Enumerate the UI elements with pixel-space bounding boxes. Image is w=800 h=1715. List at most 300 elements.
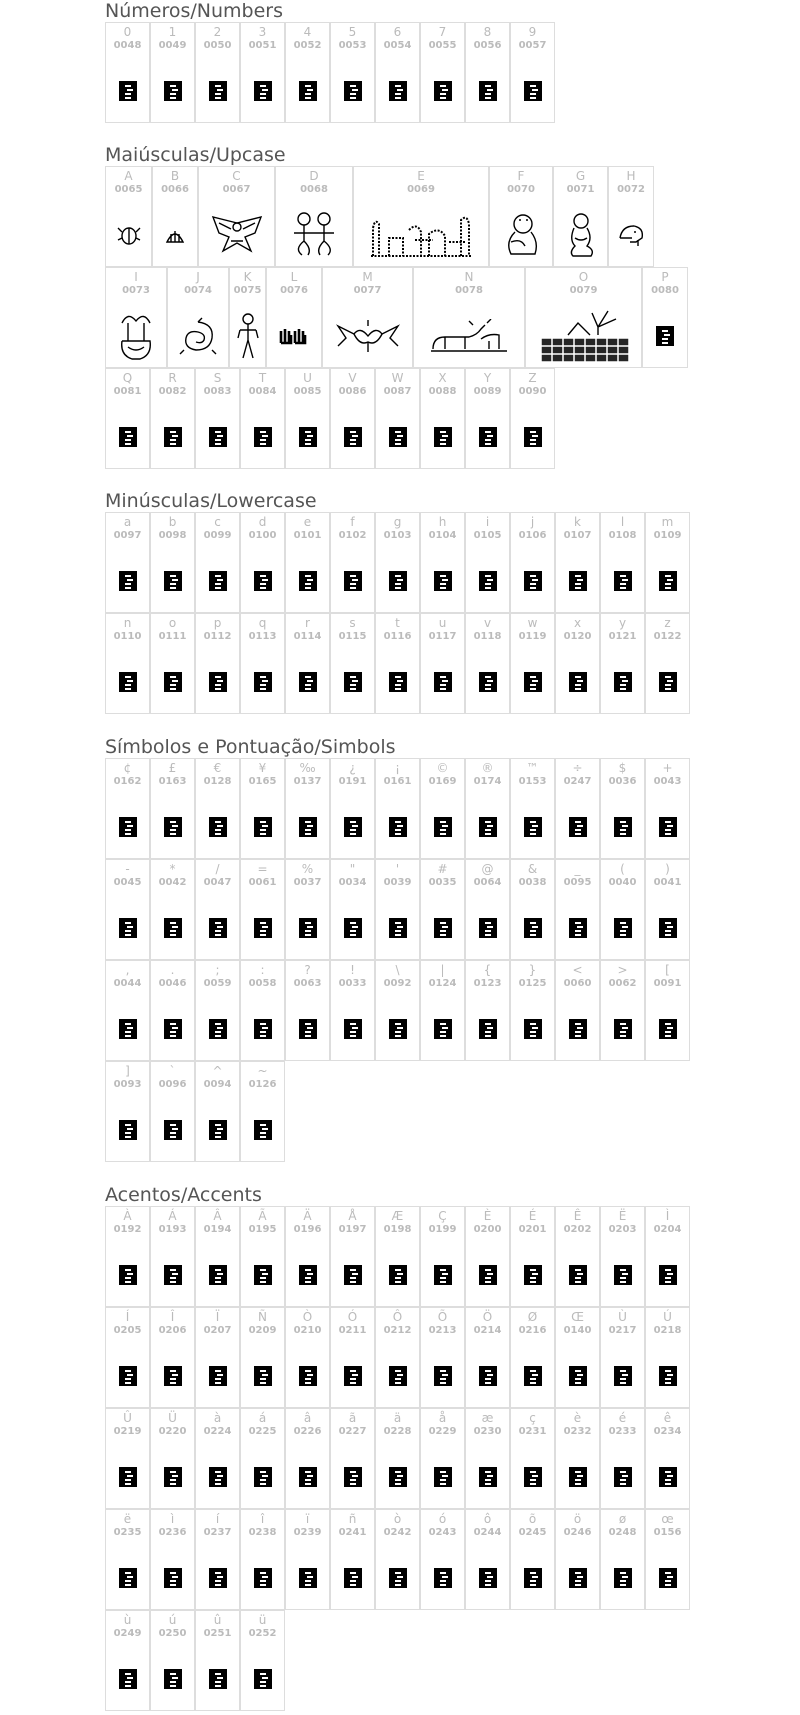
glyph-char-label: Ç (438, 1209, 447, 1223)
glyph-code-label: 0079 (569, 285, 598, 296)
glyph-cell (330, 1509, 375, 1610)
glyph-cell (413, 267, 525, 368)
missing-glyph-icon (421, 654, 464, 709)
glyph-char-label: 1 (168, 25, 177, 39)
glyph-char-label: í (215, 1512, 220, 1526)
glyph-cell (330, 1206, 375, 1307)
glyph-char-label: Ö (482, 1310, 493, 1324)
glyph-char-label: Ô (392, 1310, 403, 1324)
glyph-cell (105, 1408, 150, 1509)
missing-glyph-icon (241, 799, 284, 854)
small-bug-glyph (153, 207, 197, 262)
glyph-code-label: 0074 (184, 285, 212, 296)
glyph-code-label: 0244 (473, 1527, 502, 1538)
glyph-code-label: 0059 (203, 978, 232, 989)
glyph-char-label: ™ (526, 761, 539, 775)
glyph-cell (195, 758, 240, 859)
glyph-code-label: 0124 (428, 978, 457, 989)
missing-glyph-icon (511, 409, 554, 464)
missing-glyph-icon (421, 553, 464, 608)
missing-glyph-icon (421, 1247, 464, 1302)
glyph-code-label: 0242 (383, 1527, 412, 1538)
glyph-cell (645, 1206, 690, 1307)
glyph-cell (645, 1509, 690, 1610)
missing-glyph-icon (511, 63, 554, 118)
glyph-code-label: 0248 (608, 1527, 637, 1538)
glyph-code-label: 0197 (338, 1224, 367, 1235)
glyph-char-label: M (362, 270, 373, 284)
glyph-code-label: 0233 (608, 1426, 637, 1437)
glyph-char-label: ~ (257, 1064, 268, 1078)
glyph-char-label: ¢ (123, 761, 132, 775)
glyph-cell (510, 758, 555, 859)
glyph-cell (510, 960, 555, 1061)
glyph-char-label: Ò (302, 1310, 313, 1324)
glyph-row (105, 960, 795, 1061)
glyph-char-label: e (303, 515, 312, 529)
glyph-code-label: 0161 (383, 776, 412, 787)
glyph-code-label: 0204 (653, 1224, 682, 1235)
glyph-char-label: Ù (618, 1310, 627, 1324)
glyph-code-label: 0194 (203, 1224, 232, 1235)
glyph-cell (420, 859, 465, 960)
glyph-code-label: 0062 (608, 978, 637, 989)
missing-glyph-icon (106, 900, 149, 955)
glyph-code-label: 0036 (608, 776, 637, 787)
glyph-cell (510, 859, 555, 960)
glyph-char-label: À (123, 1209, 132, 1223)
missing-glyph-icon (646, 1348, 689, 1403)
glyph-cell (240, 1307, 285, 1408)
glyph-char-label: 7 (438, 25, 447, 39)
glyph-char-label: - (125, 862, 130, 876)
missing-glyph-icon (106, 1651, 149, 1706)
glyph-char-label: * (169, 862, 176, 876)
glyph-code-label: 0216 (518, 1325, 547, 1336)
glyph-code-label: 0165 (248, 776, 277, 787)
glyph-cell (150, 960, 195, 1061)
missing-glyph-icon (241, 900, 284, 955)
glyph-cell (420, 1307, 465, 1408)
missing-glyph-icon (331, 553, 374, 608)
glyph-cell (510, 1307, 555, 1408)
glyph-cell (150, 1061, 195, 1162)
missing-glyph-icon (601, 900, 644, 955)
glyph-cell (555, 512, 600, 613)
glyph-code-label: 0234 (653, 1426, 682, 1437)
glyph-char-label: ï (305, 1512, 310, 1526)
glyph-row (105, 1206, 795, 1307)
glyph-code-label: 0252 (248, 1628, 277, 1639)
glyph-cell (465, 1408, 510, 1509)
glyph-code-label: 0227 (338, 1426, 367, 1437)
glyph-code-label: 0115 (338, 631, 367, 642)
glyph-char-label: € (213, 761, 222, 775)
glyph-code-label: 0089 (473, 386, 502, 397)
glyph-code-label: 0050 (203, 40, 232, 51)
missing-glyph-icon (646, 553, 689, 608)
glyph-cell (375, 960, 420, 1061)
glyph-cell (465, 1509, 510, 1610)
glyph-cell (600, 859, 645, 960)
glyph-cell (555, 1206, 600, 1307)
glyph-code-label: 0078 (455, 285, 483, 296)
glyph-char-label: ÷ (572, 761, 583, 775)
missing-glyph-icon (511, 1348, 554, 1403)
glyph-cell (105, 368, 150, 469)
glyph-cell (465, 1307, 510, 1408)
missing-glyph-icon (331, 1348, 374, 1403)
missing-glyph-icon (466, 63, 509, 118)
charmap-section (105, 1184, 795, 1711)
section-title: Maiúsculas/Upcase (105, 144, 286, 166)
glyph-char-label: q (258, 616, 267, 630)
missing-glyph-icon (601, 553, 644, 608)
glyph-char-label: j (530, 515, 535, 529)
glyph-char-label: õ (528, 1512, 537, 1526)
glyph-char-label: ñ (348, 1512, 357, 1526)
glyph-char-label: + (662, 761, 673, 775)
glyph-char-label: a (123, 515, 132, 529)
glyph-code-label: 0096 (158, 1079, 187, 1090)
glyph-code-label: 0196 (293, 1224, 322, 1235)
glyph-char-label: z (664, 616, 671, 630)
missing-glyph-icon (601, 1001, 644, 1056)
glyph-char-label: ¿ (349, 761, 356, 775)
glyph-char-label: P (661, 270, 669, 284)
glyph-cell (465, 368, 510, 469)
missing-glyph-icon (466, 1550, 509, 1605)
charmap-section (105, 736, 795, 1162)
glyph-char-label: r (305, 616, 310, 630)
beetle-glyph (106, 207, 151, 262)
glyph-cell (489, 166, 553, 267)
glyph-code-label: 0104 (428, 530, 457, 541)
glyph-code-label: 0087 (383, 386, 412, 397)
glyph-cell (600, 1509, 645, 1610)
glyph-cell (195, 960, 240, 1061)
glyph-char-label: $ (618, 761, 627, 775)
missing-glyph-icon (421, 1001, 464, 1056)
glyph-code-label: 0107 (563, 530, 592, 541)
glyph-cell (330, 859, 375, 960)
glyph-cell (152, 166, 198, 267)
missing-glyph-icon (196, 1348, 239, 1403)
glyph-cell (105, 1307, 150, 1408)
glyph-char-label: É (528, 1209, 537, 1223)
glyph-char-label: C (232, 169, 241, 183)
glyph-cell (105, 1509, 150, 1610)
glyph-char-label: ë (123, 1512, 132, 1526)
glyph-code-label: 0060 (563, 978, 592, 989)
glyph-cell (240, 368, 285, 469)
glyph-cell (465, 1206, 510, 1307)
missing-glyph-icon (151, 63, 194, 118)
glyph-char-label: _ (574, 862, 581, 876)
glyph-cell (285, 758, 330, 859)
missing-glyph-icon (466, 799, 509, 854)
glyph-code-label: 0209 (248, 1325, 277, 1336)
glyph-code-label: 0243 (428, 1527, 457, 1538)
missing-glyph-icon (196, 1001, 239, 1056)
glyph-char-label: ` (169, 1064, 176, 1078)
glyph-code-label: 0140 (563, 1325, 592, 1336)
missing-glyph-icon (106, 1102, 149, 1157)
glyph-code-label: 0230 (473, 1426, 502, 1437)
glyph-cell (266, 267, 322, 368)
glyph-code-label: 0246 (563, 1527, 592, 1538)
glyph-code-label: 0088 (428, 386, 457, 397)
glyph-code-label: 0071 (566, 184, 595, 195)
glyph-cell (555, 1408, 600, 1509)
missing-glyph-icon (421, 799, 464, 854)
glyph-char-label: Ã (258, 1209, 267, 1223)
glyph-code-label: 0033 (338, 978, 367, 989)
glyph-char-label: Ë (618, 1209, 627, 1223)
glyph-cell (375, 758, 420, 859)
glyph-char-label: Ï (215, 1310, 220, 1324)
glyph-code-label: 0199 (428, 1224, 457, 1235)
missing-glyph-icon (376, 900, 419, 955)
missing-glyph-icon (376, 1550, 419, 1605)
missing-glyph-icon (376, 1001, 419, 1056)
glyph-code-label: 0106 (518, 530, 547, 541)
glyph-code-label: 0045 (113, 877, 142, 888)
glyph-row (105, 267, 795, 368)
missing-glyph-icon (286, 409, 329, 464)
glyph-code-label: 0069 (407, 184, 435, 195)
glyph-code-label: 0117 (428, 631, 457, 642)
glyph-char-label: S (213, 371, 222, 385)
glyph-cell (240, 1610, 285, 1711)
winged-creature-glyph (323, 308, 412, 363)
glyph-code-label: 0108 (608, 530, 637, 541)
glyph-code-label: 0249 (113, 1628, 142, 1639)
glyph-char-label: N (464, 270, 474, 284)
missing-glyph-icon (376, 1348, 419, 1403)
glyph-code-label: 0083 (203, 386, 232, 397)
missing-glyph-icon (331, 63, 374, 118)
missing-glyph-icon (511, 654, 554, 709)
glyph-char-label: L (290, 270, 298, 284)
glyph-code-label: 0057 (518, 40, 547, 51)
glyph-char-label: Ó (347, 1310, 358, 1324)
glyph-char-label: 6 (393, 25, 402, 39)
section-title: Números/Numbers (105, 0, 283, 22)
glyph-code-label: 0214 (473, 1325, 502, 1336)
glyph-code-label: 0118 (473, 631, 502, 642)
glyph-cell (510, 512, 555, 613)
missing-glyph-icon (286, 799, 329, 854)
glyph-char-label: } (528, 963, 537, 977)
glyph-cell (510, 1509, 555, 1610)
missing-glyph-icon (286, 1001, 329, 1056)
missing-glyph-icon (421, 900, 464, 955)
glyph-code-label: 0095 (563, 877, 592, 888)
missing-glyph-icon (511, 1449, 554, 1504)
glyph-code-label: 0090 (518, 386, 547, 397)
missing-glyph-icon (151, 1449, 194, 1504)
missing-glyph-icon (331, 1550, 374, 1605)
glyph-char-label: J (196, 270, 200, 284)
glyph-cell (240, 512, 285, 613)
glyph-code-label: 0219 (113, 1426, 142, 1437)
glyph-code-label: 0250 (158, 1628, 187, 1639)
glyph-code-label: 0086 (338, 386, 367, 397)
glyph-code-label: 0094 (203, 1079, 232, 1090)
glyph-char-label: ú (168, 1613, 177, 1627)
missing-glyph-icon (556, 1449, 599, 1504)
glyph-char-label: Ø (527, 1310, 538, 1324)
glyph-cell (420, 1408, 465, 1509)
glyph-char-label: V (348, 371, 357, 385)
glyph-code-label: 0251 (203, 1628, 232, 1639)
glyph-row (105, 1509, 795, 1610)
glyph-char-label: ® (481, 761, 494, 775)
glyph-char-label: = (257, 862, 268, 876)
glyph-cell (150, 512, 195, 613)
glyph-cell (105, 1061, 150, 1162)
glyph-cell (420, 368, 465, 469)
glyph-char-label: x (573, 616, 582, 630)
missing-glyph-icon (286, 900, 329, 955)
glyph-cell (285, 613, 330, 714)
missing-glyph-icon (601, 1449, 644, 1504)
glyph-cell (105, 1206, 150, 1307)
missing-glyph-icon (241, 1348, 284, 1403)
glyph-cell (105, 512, 150, 613)
glyph-char-label: 3 (258, 25, 267, 39)
missing-glyph-icon (646, 1247, 689, 1302)
missing-glyph-icon (151, 1247, 194, 1302)
missing-glyph-icon (106, 409, 149, 464)
missing-glyph-icon (556, 900, 599, 955)
glyph-cell (420, 1509, 465, 1610)
glyph-code-label: 0174 (473, 776, 502, 787)
glyph-cell (465, 22, 510, 123)
glyph-cell (375, 859, 420, 960)
glyph-cell (150, 758, 195, 859)
missing-glyph-icon (151, 900, 194, 955)
glyph-char-label: Ñ (258, 1310, 267, 1324)
glyph-char-label: è (573, 1411, 582, 1425)
glyph-code-label: 0066 (161, 184, 189, 195)
glyph-code-label: 0068 (300, 184, 328, 195)
missing-glyph-icon (556, 1550, 599, 1605)
glyph-char-label: ö (573, 1512, 582, 1526)
glyph-row (105, 1061, 795, 1162)
glyph-cell (600, 613, 645, 714)
glyph-code-label: 0195 (248, 1224, 277, 1235)
glyph-char-label: s (349, 616, 356, 630)
missing-glyph-icon (331, 900, 374, 955)
missing-glyph-icon (331, 1247, 374, 1302)
procession-glyph (354, 207, 488, 262)
glyph-cell (420, 22, 465, 123)
missing-glyph-icon (331, 409, 374, 464)
glyph-row (105, 512, 795, 613)
glyph-char-label: ; (215, 963, 220, 977)
glyph-code-label: 0192 (113, 1224, 142, 1235)
glyph-cell (525, 267, 642, 368)
glyph-char-label: o (168, 616, 177, 630)
glyph-cell (600, 758, 645, 859)
missing-glyph-icon (196, 409, 239, 464)
missing-glyph-icon (601, 1550, 644, 1605)
glyph-char-label: { (483, 963, 492, 977)
glyph-cell (195, 1509, 240, 1610)
glyph-cell (195, 1061, 240, 1162)
glyph-cell (555, 1509, 600, 1610)
glyph-char-label: & (527, 862, 538, 876)
glyph-cell (150, 859, 195, 960)
glyph-char-label: ò (393, 1512, 402, 1526)
glyph-cell (150, 1206, 195, 1307)
glyph-cell (285, 1408, 330, 1509)
glyph-cell (150, 368, 195, 469)
glyph-cell (322, 267, 413, 368)
glyph-char-label: Í (125, 1310, 130, 1324)
missing-glyph-icon (286, 1247, 329, 1302)
glyph-char-label: F (517, 169, 525, 183)
glyph-cell (420, 613, 465, 714)
twin-figures-glyph (276, 207, 352, 262)
village-glyph (526, 308, 641, 363)
glyph-cell (600, 512, 645, 613)
glyph-cell (330, 1408, 375, 1509)
glyph-row (105, 1610, 795, 1711)
glyph-code-label: 0121 (608, 631, 637, 642)
missing-glyph-icon (331, 654, 374, 709)
glyph-cell (105, 859, 150, 960)
glyph-code-label: 0217 (608, 1325, 637, 1336)
glyph-code-label: 0213 (428, 1325, 457, 1336)
glyph-char-label: A (124, 169, 133, 183)
glyph-code-label: 0091 (653, 978, 682, 989)
glyph-char-label: [ (665, 963, 670, 977)
glyph-cell (285, 859, 330, 960)
missing-glyph-icon (511, 1550, 554, 1605)
missing-glyph-icon (601, 654, 644, 709)
glyph-code-label: 0153 (518, 776, 547, 787)
glyph-cell (330, 758, 375, 859)
glyph-char-label: Á (168, 1209, 177, 1223)
missing-glyph-icon (556, 1348, 599, 1403)
missing-glyph-icon (511, 553, 554, 608)
glyph-code-label: 0101 (293, 530, 322, 541)
glyph-char-label: U (303, 371, 312, 385)
glyph-cell (465, 859, 510, 960)
missing-glyph-icon (601, 1348, 644, 1403)
glyph-char-label: ê (663, 1411, 672, 1425)
glyph-row (105, 613, 795, 714)
glyph-code-label: 0156 (653, 1527, 682, 1538)
glyph-cell (105, 613, 150, 714)
missing-glyph-icon (196, 1651, 239, 1706)
missing-glyph-icon (466, 1247, 509, 1302)
glyph-char-label: k (574, 515, 581, 529)
glyph-char-label: ] (125, 1064, 130, 1078)
glyph-char-label: I (134, 270, 138, 284)
glyph-cell (150, 22, 195, 123)
glyph-char-label: h (438, 515, 447, 529)
glyph-code-label: 0122 (653, 631, 682, 642)
glyph-code-label: 0044 (113, 978, 142, 989)
missing-glyph-icon (421, 1348, 464, 1403)
glyph-cell (240, 1061, 285, 1162)
glyph-char-label: m (661, 515, 674, 529)
glyph-code-label: 0220 (158, 1426, 187, 1437)
